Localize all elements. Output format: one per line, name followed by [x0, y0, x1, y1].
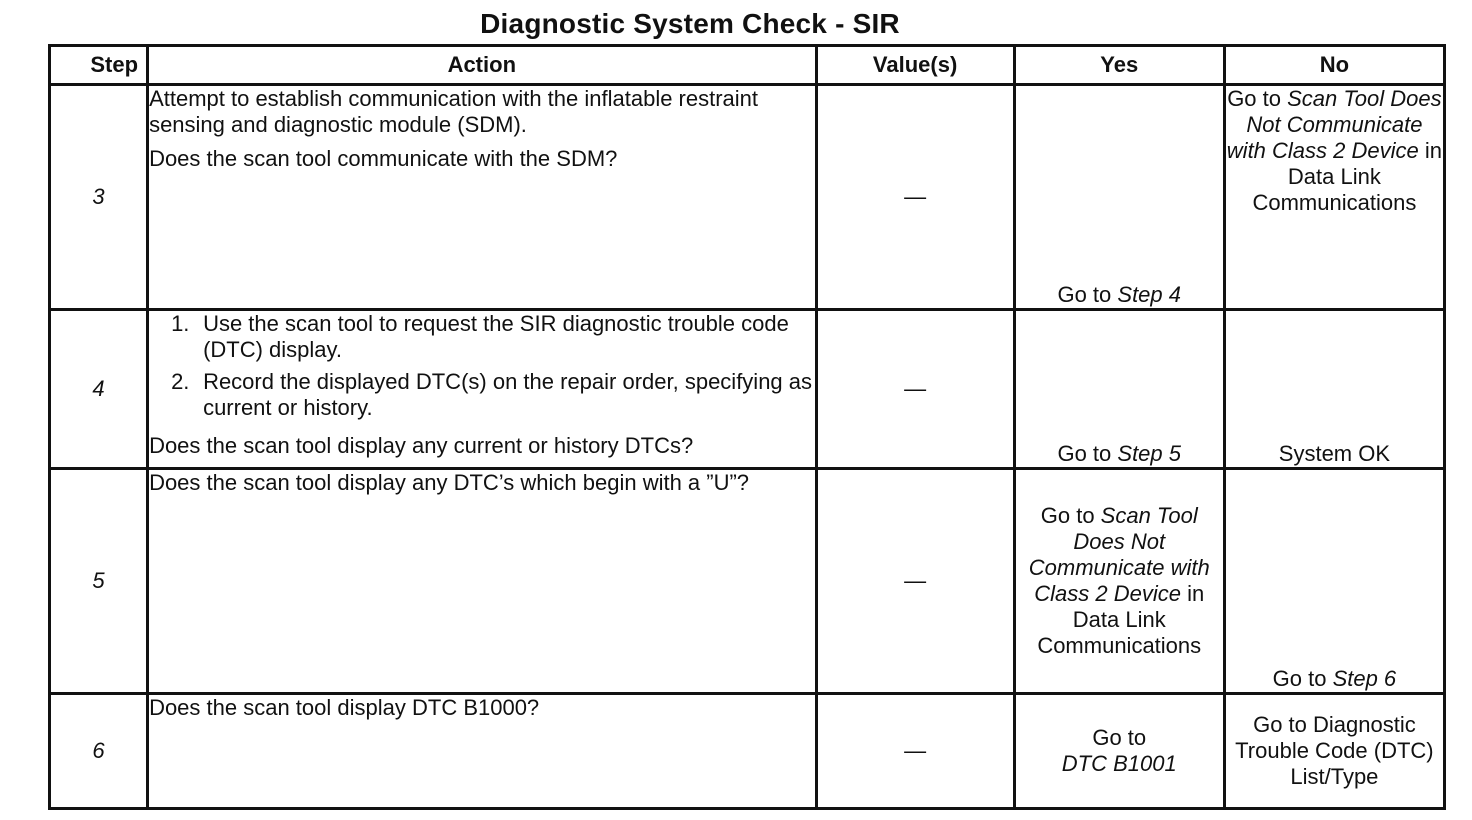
- no-header: No: [1224, 46, 1444, 85]
- no-text: System OK: [1278, 441, 1391, 466]
- step-number: 5: [50, 469, 148, 694]
- list-number: 2.: [171, 369, 190, 394]
- value-cell: —: [816, 310, 1014, 469]
- action-list-item: [149, 369, 814, 421]
- yes-cell: [1014, 85, 1224, 310]
- value-cell: —: [816, 85, 1014, 310]
- yes-reference-link[interactable]: Step 5: [1117, 441, 1181, 466]
- action-header: Action: [148, 46, 816, 85]
- yes-prefix: Go to: [1040, 503, 1101, 528]
- yes-header: Yes: [1014, 46, 1224, 85]
- yes-cell: [1014, 469, 1224, 694]
- no-reference-link[interactable]: Scan Tool Does Not Communicate with Class 2 Device: [1226, 86, 1442, 163]
- no-cell: [1224, 694, 1444, 809]
- no-cell: [1224, 310, 1444, 469]
- yes-suffix: in Data Link Communications: [1037, 581, 1205, 658]
- no-suffix: in Data Link Communications: [1252, 138, 1442, 215]
- no-cell: [1224, 85, 1444, 310]
- table-row: [50, 85, 1445, 310]
- yes-cell: [1014, 694, 1224, 809]
- yes-prefix: Go to: [1057, 282, 1118, 307]
- action-question: Does the scan tool display any DTC’s which begin with a ”U”?: [149, 470, 750, 495]
- no-prefix: Go to: [1272, 666, 1333, 691]
- yes-reference-link[interactable]: Scan Tool Does Not Communicate with Class 2 Device: [1028, 503, 1210, 606]
- action-cell: [148, 85, 816, 310]
- table-row: [50, 694, 1445, 809]
- table-row: [50, 310, 1445, 469]
- no-text[interactable]: Go to Diagnostic Trouble Code (DTC) List/Type: [1235, 712, 1434, 789]
- list-text: Record the displayed DTC(s) on the repair order, specifying as current or history.: [203, 369, 813, 420]
- page-title: Diagnostic System Check - SIR: [480, 8, 900, 39]
- list-text: Use the scan tool to request the SIR diagnostic trouble code (DTC) display.: [203, 311, 789, 362]
- action-question: Does the scan tool communicate with the SDM?: [149, 146, 618, 171]
- step-number: 6: [50, 694, 148, 809]
- table-row: [50, 469, 1445, 694]
- action-question: Does the scan tool display DTC B1000?: [149, 695, 540, 720]
- action-list-item: [149, 311, 814, 363]
- action-cell: [148, 694, 816, 809]
- action-text: Attempt to establish communication with the inflatable restraint sensing and diagnostic module (SDM).: [149, 86, 759, 137]
- value-cell: —: [816, 469, 1014, 694]
- step-header: Step: [50, 46, 148, 85]
- value-cell: —: [816, 694, 1014, 809]
- yes-prefix: Go to: [1057, 441, 1118, 466]
- step-number: 4: [50, 310, 148, 469]
- header-row: [50, 46, 1445, 85]
- yes-reference-link[interactable]: DTC B1001: [1061, 751, 1177, 776]
- step-number: 3: [50, 85, 148, 310]
- diagnostic-table: [48, 44, 1446, 810]
- yes-cell: [1014, 310, 1224, 469]
- yes-reference-link[interactable]: Step 4: [1117, 282, 1181, 307]
- no-cell: [1224, 469, 1444, 694]
- action-cell: [148, 310, 816, 469]
- no-prefix: Go to: [1227, 86, 1288, 111]
- values-header: Value(s): [816, 46, 1014, 85]
- action-question: Does the scan tool display any current or history DTCs?: [149, 433, 694, 458]
- action-cell: [148, 469, 816, 694]
- list-number: 1.: [171, 311, 190, 336]
- no-reference-link[interactable]: Step 6: [1332, 666, 1397, 691]
- yes-prefix: Go to: [1092, 725, 1147, 750]
